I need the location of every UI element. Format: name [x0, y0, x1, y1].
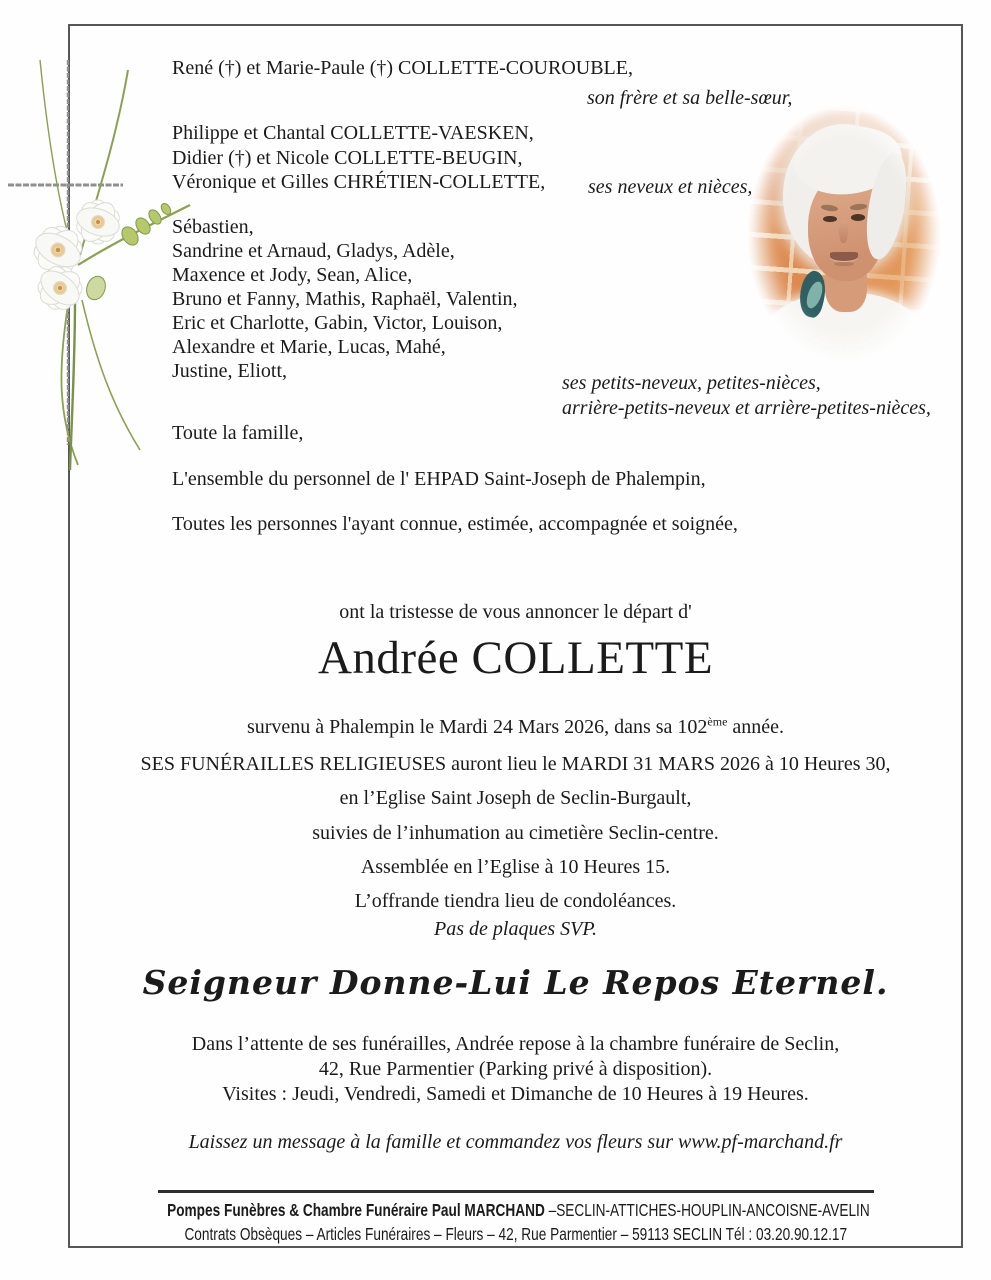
nephew-lines [172, 121, 545, 195]
nephew-line: Philippe et Chantal COLLETTE-VAESKEN, [172, 122, 534, 144]
death-line-post: année. [727, 716, 785, 738]
nose [839, 220, 848, 243]
death-line-pre: survenu à Phalempin le Mardi 24 Mars 2026, dans sa 102 [246, 716, 708, 738]
death-line [68, 716, 963, 739]
ceremony-line-funerals: SES FUNÉRAILLES RELIGIEUSES auront lieu le MARDI 31 MARS 2026 à 10 Heures 30, [140, 753, 891, 775]
brother-line: René (†) et Marie-Paule (†) COLLETTE-COUROUBLE, [172, 57, 633, 79]
acquaintance-line: Toutes les personnes l'ayant connue, estimée, accompagnée et soignée, [172, 513, 738, 535]
brother-relation-label: son frère et sa belle-sœur, [587, 87, 793, 109]
repose-line-visits: Visites : Jeudi, Vendredi, Samedi et Dimanche de 10 Heures à 19 Heures. [222, 1083, 809, 1105]
deceased-name: Andrée COLLETTE [317, 632, 714, 684]
repose-line-address: 42, Rue Parmentier (Parking privé à disposition). [318, 1058, 713, 1080]
grandnephew-relation-line1: ses petits-neveux, petites-nièces, [562, 372, 821, 394]
repose-line-location: Dans l’attente de ses funérailles, Andrée repose à la chambre funéraire de Seclin, [191, 1033, 840, 1055]
grandnephew-line: Maxence et Jody, Sean, Alice, [172, 264, 413, 286]
intro-line: ont la tristesse de vous annoncer le départ d' [339, 601, 692, 623]
ceremony-line-church: en l’Eglise Saint Joseph de Seclin-Burgault, [339, 787, 692, 810]
footer-line-2 [68, 1223, 963, 1245]
flowers-website-line: Laissez un message à la famille et commandez vos fleurs sur www.pf-marchand.fr [188, 1131, 843, 1153]
repose-block [68, 1032, 963, 1107]
ceremony-line-assembly: Assemblée en l’Eglise à 10 Heures 15. [360, 855, 671, 878]
funeral-home-cities: –SECLIN-ATTICHES-HOUPLIN-ANCOISNE-AVELIN [548, 1200, 870, 1220]
prayer-line: Seigneur Donne-Lui Le Repos Eternel. [142, 963, 889, 1002]
no-plaques-line: Pas de plaques SVP. [434, 918, 597, 940]
ceremony-line-condolences: L’offrande tiendra lieu de condoléances. [354, 890, 677, 913]
family-line: Toute la famille, [172, 422, 304, 444]
staff-line: L'ensemble du personnel de l' EHPAD Saint-Joseph de Phalempin, [172, 468, 706, 490]
death-line-ordinal: ème [707, 714, 728, 729]
brick-wall-background [748, 106, 940, 364]
funeral-home-name: Pompes Funèbres & Chambre Funéraire Paul MARCHAND [167, 1200, 549, 1220]
eye-right [851, 214, 865, 221]
grandnephew-lines [172, 215, 518, 383]
grandnephew-line: Alexandre et Marie, Lucas, Mahé, [172, 336, 446, 358]
nephew-relation-label: ses neveux et nièces, [588, 176, 753, 198]
ceremony-block [68, 747, 963, 918]
footer-line-1 [68, 1199, 963, 1221]
grandnephew-line: Sandrine et Arnaud, Gladys, Adèle, [172, 240, 455, 262]
funeral-home-services: Contrats Obsèques – Articles Funéraires – Fleurs – 42, Rue Parmentier – 59113 SECLIN Tél : 03.20.90.12.17 [184, 1224, 847, 1244]
footer-divider [158, 1190, 874, 1193]
grandnephew-line: Sébastien, [172, 216, 254, 238]
grandnephew-line: Justine, Eliott, [172, 360, 287, 382]
nephew-line: Didier (†) et Nicole COLLETTE-BEUGIN, [172, 146, 523, 169]
grandnephew-relation-label [562, 371, 931, 421]
portrait-photo [748, 106, 940, 364]
nephew-line: Véronique et Gilles CHRÉTIEN-COLLETTE, [172, 171, 546, 193]
smiling-mouth [830, 252, 859, 261]
ceremony-line-burial: suivies de l’inhumation au cimetière Seclin-centre. [312, 821, 719, 844]
grandnephew-line: Bruno et Fanny, Mathis, Raphaël, Valentin, [172, 288, 518, 310]
grandnephew-relation-line2: arrière-petits-neveux et arrière-petites-nièces, [562, 397, 931, 419]
grandnephew-line: Eric et Charlotte, Gabin, Victor, Louison, [172, 312, 503, 334]
